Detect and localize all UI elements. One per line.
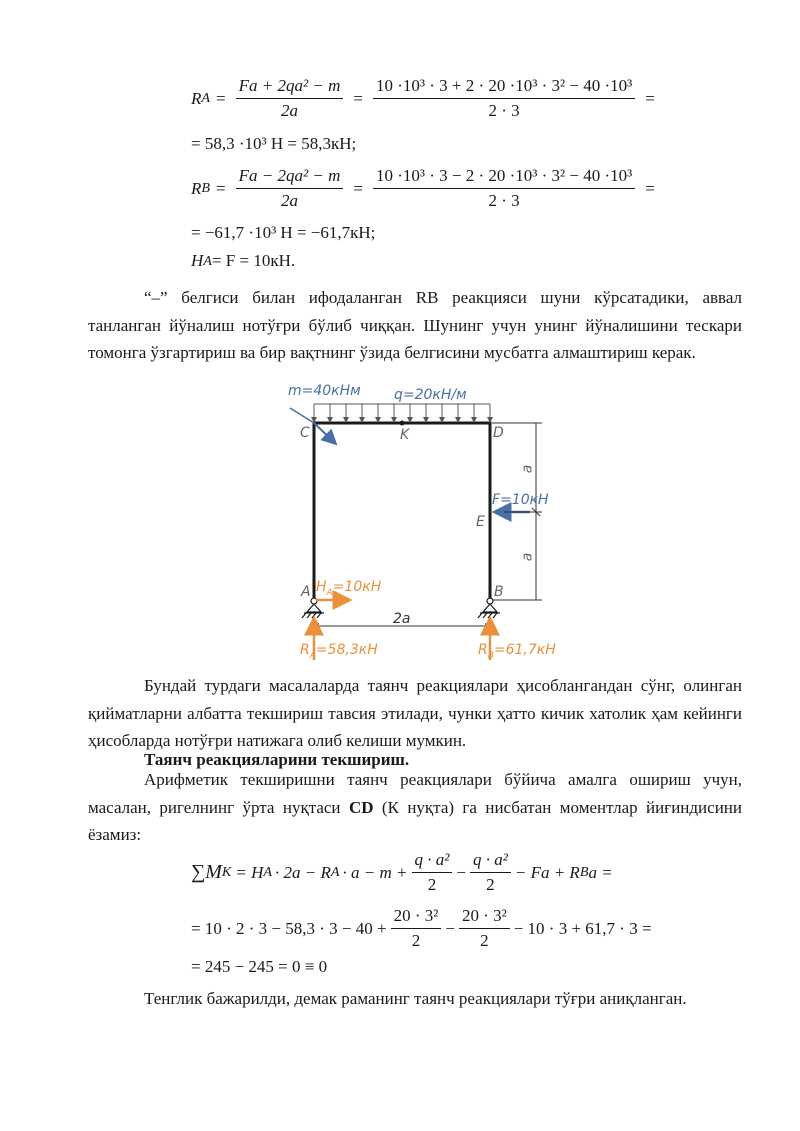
frame-diagram — [280, 378, 570, 664]
force-f-label: F=10кН — [492, 492, 549, 508]
dim-2a-label: 2a — [393, 611, 411, 627]
rb-subscript: B — [201, 180, 211, 196]
paragraph-check-intro: Арифметик текширишни таянч реакциялари бўйича амалга ошириш учун, масалан, ригелнинг ўрта нуқтаси CD (К нуқта) га нисбатан моментлар йиғиндисини ёзамиз: — [88, 770, 742, 844]
node-c-label: C — [300, 425, 310, 441]
node-a-label: A — [301, 584, 311, 600]
ha-label: $H_A=10кН$ — [316, 579, 382, 598]
rb-fraction-numeric: $\frac{\text{10 ·10³ · 3 − 2 · 20 ·10³ · 3² − 40 ·10³}}{2 \cdot 3}$ — [373, 166, 635, 211]
formula-ha: H A = F = 10кН. — [191, 251, 296, 270]
frame-members — [314, 423, 490, 600]
formula-rb: R B = $\frac{\text{Fa − 2qa² − m}}{2a}$ = $\frac{\text{10 ·10³ · 3 − 2 · 20 ·10³ · 3² − 40 ·10³}}{2 \cdot 3}$ = — [191, 166, 655, 210]
node-e-label: E — [476, 514, 485, 530]
ra-subscript: A — [201, 90, 211, 106]
node-d-label: D — [493, 425, 504, 441]
load-label: q=20кН/м — [394, 387, 467, 403]
check-formula-line3: = 245 − 245 = 0 ≡ 0 — [191, 957, 328, 976]
paragraph-recommendation: Бундай турдаги масалаларда таянч реакциялари ҳисоблангандан сўнг, олинган қийматларни албатта текшириш тавсия этилади, чунки ҳатто кичик хатолик ҳам кейинги ҳисобларда нотўғри натижага олиб келиши мумкин. — [88, 676, 742, 750]
paragraph-conclusion: Тенглик бажарилди, демак раманинг таянч реакциялари тўғри аниқланган. — [144, 989, 687, 1008]
dim-a-lower-label: a — [519, 552, 536, 562]
support-b — [478, 598, 500, 618]
check-formula-line2: = 10 · 2 · 3 − 58,3 · 3 − 40 + $\frac{\text{20 · 3²}}{2}$ − $\frac{\text{20 · 3²}}{2}$ − 10 · 3 + 61,7 · 3 = — [191, 906, 652, 950]
ra-fraction-numeric: $\frac{\text{10 ·10³ · 3 + 2 · 20 ·10³ · 3² − 40 ·10³}}{2 \cdot 3}$ — [373, 76, 635, 121]
rb-symbol: R — [191, 178, 202, 198]
section-heading: Таянч реакцияларини текшириш. — [144, 750, 410, 769]
node-b-label: B — [494, 584, 504, 600]
formula-ra: R A = $\frac{\text{Fa + 2qa² − m}}{2a}$ = $\frac{\text{10 ·10³ · 3 + 2 · 20 ·10³ · 3² − 40 ·10³}}{2 \cdot 3}$ = — [191, 76, 655, 120]
point-k — [400, 421, 405, 426]
distributed-load — [314, 404, 490, 422]
formula-ra-result: = 58,3 ·10³ H = 58,3кН; — [191, 134, 357, 153]
rb-fraction-symbolic: $\frac{\text{Fa − 2qa² − m}}{2a}$ — [236, 166, 344, 211]
ra-symbol: R — [191, 88, 202, 108]
moment-label: m=40кНм — [288, 383, 361, 399]
rb-label: $R_B=61,7кН$ — [478, 642, 556, 661]
frame-svg — [280, 378, 570, 664]
ra-fraction-symbolic: $\frac{\text{Fa + 2qa² − m}}{2a}$ — [236, 76, 344, 121]
check-formula-line1: ∑M K = H A · 2a − R A · a − m + $\frac{\text{q · a²}}{2}$ − $\frac{\text{q · a²}}{2}$ − Fa + R B a = — [191, 850, 613, 894]
node-k-label: K — [400, 427, 410, 443]
dim-a-upper-label: a — [519, 464, 536, 474]
formula-rb-result: = −61,7 ·10³ H = −61,7кН; — [191, 223, 376, 242]
moment-arrow — [314, 423, 336, 444]
ra-label: $R_A=58,3кН$ — [300, 642, 378, 661]
paragraph-sign-explanation: “–” белгиси билан ифодаланган RB реакцияси шуни кўрсатадики, аввал танланган йўналиш нотўғри бўлиб чиққан. Шунинг учун унинг йўналишини тескари томонга ўзгартириш ва бир вақтнинг ўзида белгисини мусбатга алмаштириш керак. — [88, 288, 742, 362]
